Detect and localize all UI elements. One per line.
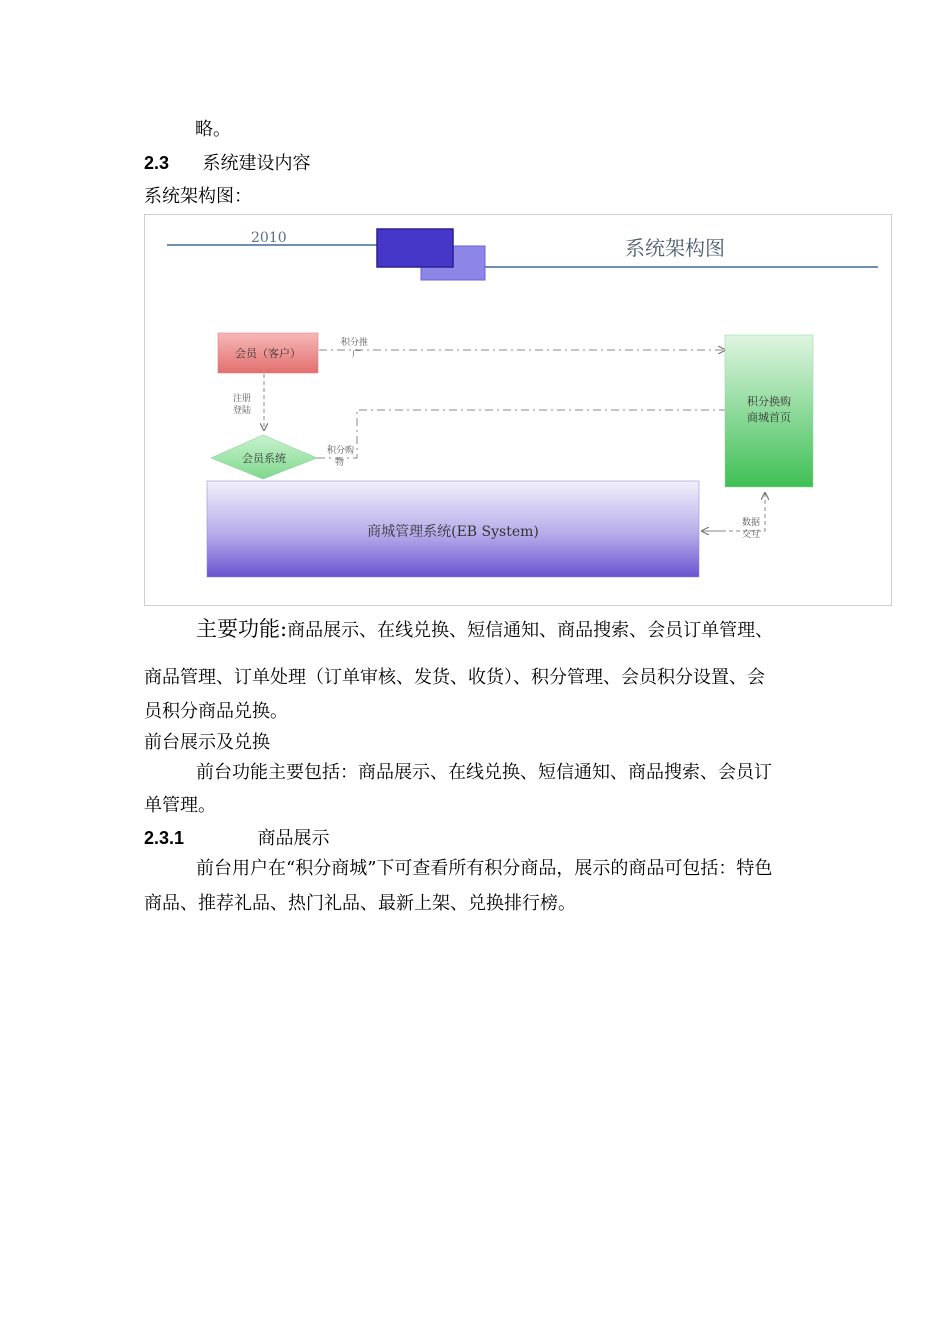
homepage-label-1: 积分换购 — [747, 395, 791, 408]
main-functions-line-1 — [196, 617, 773, 643]
points-promo-label-1: 积分推 — [341, 338, 369, 348]
section-heading-2-3 — [144, 151, 311, 176]
architecture-diagram — [144, 214, 892, 606]
product-display-line-1: 前台用户在“积分商城”下可查看所有积分商品，展示的商品可包括：特色 — [196, 858, 773, 879]
diagram-title: 系统架构图 — [625, 236, 725, 260]
points-buy-label-2: 物 — [335, 458, 345, 468]
data-interaction-label-2: 交互 — [742, 530, 761, 540]
register-label-2: 登陆 — [233, 406, 252, 416]
section-title: 系统建设内容 — [202, 153, 311, 174]
main-functions-line-3: 员积分商品兑换。 — [144, 701, 288, 722]
frontend-text-line-1: 前台功能主要包括：商品展示、在线兑换、短信通知、商品搜索、会员订 — [196, 762, 772, 783]
section-heading-2-3-1 — [144, 826, 330, 851]
header-square-dark — [377, 229, 453, 267]
main-functions-label: 主要功能: — [196, 617, 288, 641]
main-functions-line-2: 商品管理、订单处理（订单审核、发货、收货）、积分管理、会员积分设置、会 — [144, 667, 765, 688]
mall-system-label: 商城管理系统(EB System) — [367, 524, 539, 540]
subsection-number: 2.3.1 — [144, 828, 185, 848]
points-buy-label-1: 积分购 — [327, 446, 355, 456]
member-system-label: 会员系统 — [242, 452, 286, 465]
architecture-label: 系统架构图： — [144, 186, 252, 207]
main-functions-text-1: 商品展示、在线兑换、短信通知、商品搜索、会员订单管理、 — [287, 620, 774, 641]
product-display-line-2: 商品、推荐礼品、热门礼品、最新上架、兑换排行榜。 — [144, 893, 576, 914]
subsection-title: 商品展示 — [257, 828, 330, 849]
section-number: 2.3 — [144, 153, 170, 173]
frontend-heading: 前台展示及兑换 — [144, 732, 270, 753]
homepage-label-2: 商城首页 — [747, 411, 791, 424]
intro-tail-text: 略。 — [195, 119, 231, 140]
register-label-1: 注册 — [233, 394, 252, 404]
member-customer-label: 会员（客户） — [235, 347, 301, 360]
data-interaction-label-1: 数据 — [742, 518, 761, 528]
points-promo-label-2: 广 — [352, 350, 362, 360]
diagram-year: 2010 — [251, 230, 287, 246]
frontend-text-line-2: 单管理。 — [144, 795, 216, 816]
